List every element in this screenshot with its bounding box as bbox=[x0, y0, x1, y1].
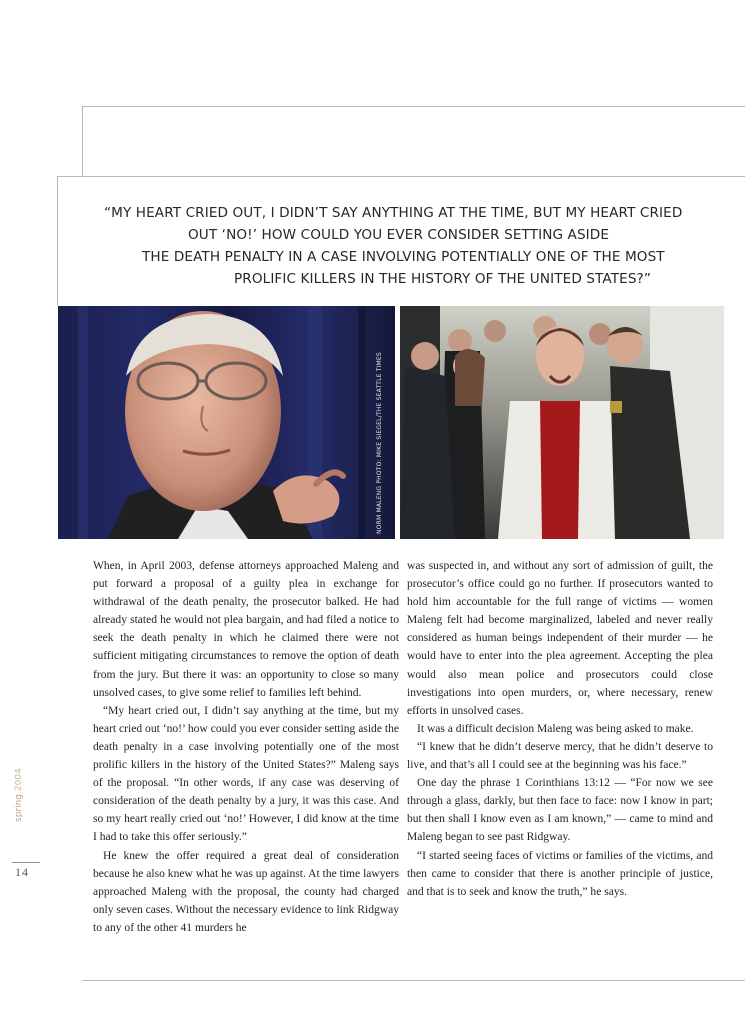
pull-quote-line: “MY HEART CRIED OUT, I DIDN’T SAY ANYTHING AT THE TIME, BUT MY HEART CRIED bbox=[104, 205, 683, 221]
frame-left-rule bbox=[82, 106, 83, 176]
courthouse-photo bbox=[400, 306, 724, 539]
article-paragraph: When, in April 2003, defense attorneys approached Maleng and put forward a proposal of a guilty plea in exchange for withdrawal of the death penalty, the prosecutor balked. He had already stated he would not plea bargain, and had filed a notice to seek the death penalty in which he claimed there were not sufficient mitigating circumstances to remove the option of death from the jury. But there it was: an opportunity to close so many unsolved cases, to give some relief to families left behind. bbox=[93, 560, 399, 699]
folio-year: 2004 bbox=[14, 768, 24, 792]
frame-top-rule bbox=[82, 106, 745, 107]
article-paragraph: He knew the offer required a great deal of consideration because he also knew what he was up against. At the time lawyers approached Maleng with the proposal, the county had charged only seven cases. Without the necessary evidence to link Ridgway to any of the other 41 murders he bbox=[93, 849, 399, 934]
article-paragraph: “I started seeing faces of victims or families of the victims, and then came to consider that there is another principle of justice, and that is to seek and know the truth,” he says. bbox=[407, 849, 713, 898]
pull-quote-line: PROLIFIC KILLERS IN THE HISTORY OF THE UNITED STATES?” bbox=[234, 271, 652, 287]
pull-quote-line: THE DEATH PENALTY IN A CASE INVOLVING POTENTIALLY ONE OF THE MOST bbox=[142, 249, 665, 265]
portrait-photo-illustration bbox=[58, 306, 395, 539]
page-number: 14 bbox=[15, 865, 29, 879]
photo-credit-left: NORM MALENG PHOTO: MIKE SIEGEL/THE SEATTLE TIMES bbox=[376, 352, 383, 534]
courthouse-photo-illustration bbox=[400, 306, 724, 539]
portrait-photo bbox=[58, 306, 395, 539]
folio-issue-label bbox=[14, 768, 24, 822]
folio-rule bbox=[12, 862, 40, 863]
photo-credit-right: PHOTO: MIKE SIEGEL/THE SEATTLE TIMES bbox=[714, 404, 721, 536]
article-paragraph: was suspected in, and without any sort of admission of guilt, the prosecutor’s office could go no further. If prosecutors wanted to hold him accountable for the full range of victims — women Maleng felt had become marginalized, labeled and never really considered as human beings independent of their murder — he would have to enter into the plea agreement. Accepting the plea would also mean police and prosecutors could close investigations into open murders, or, where necessary, renew efforts in unsolved cases. bbox=[407, 560, 713, 717]
pull-quote bbox=[96, 202, 708, 290]
article-paragraph: One day the phrase 1 Corinthians 13:12 — “For now we see through a glass, darkly, but then face to face: now I know in part; but then shall I know even as I am known,” — came to mind and Maleng began to see past Ridgway. bbox=[407, 777, 713, 844]
quote-box-left-rule bbox=[57, 176, 58, 306]
article-right-column bbox=[407, 557, 713, 901]
article-paragraph: It was a difficult decision Maleng was being asked to make. bbox=[417, 722, 694, 735]
article-paragraph: “My heart cried out, I didn’t say anything at the time, but my heart cried out ‘no!’ how could you ever consider setting aside the death penalty in a case involving potentially one of the most prolific killers in the history of the United States?” Maleng says of the proposal. “In other words, if any case was deserving of consideration of the death penalty by a jury, it was this case. And so my heart really cried out ‘no!’ However, I did know at the time I had to take this offer seriously.” bbox=[93, 704, 399, 844]
article-paragraph: “I knew that he didn’t deserve mercy, that he didn’t deserve to live, and that’s all I could see at the beginning was his face.” bbox=[407, 740, 713, 772]
pull-quote-line: OUT ‘NO!’ HOW COULD YOU EVER CONSIDER SETTING ASIDE bbox=[188, 227, 610, 243]
quote-box-top-rule bbox=[57, 176, 745, 177]
article-left-column bbox=[93, 557, 399, 937]
folio-season: spring bbox=[14, 793, 24, 822]
bottom-rule bbox=[82, 980, 745, 981]
